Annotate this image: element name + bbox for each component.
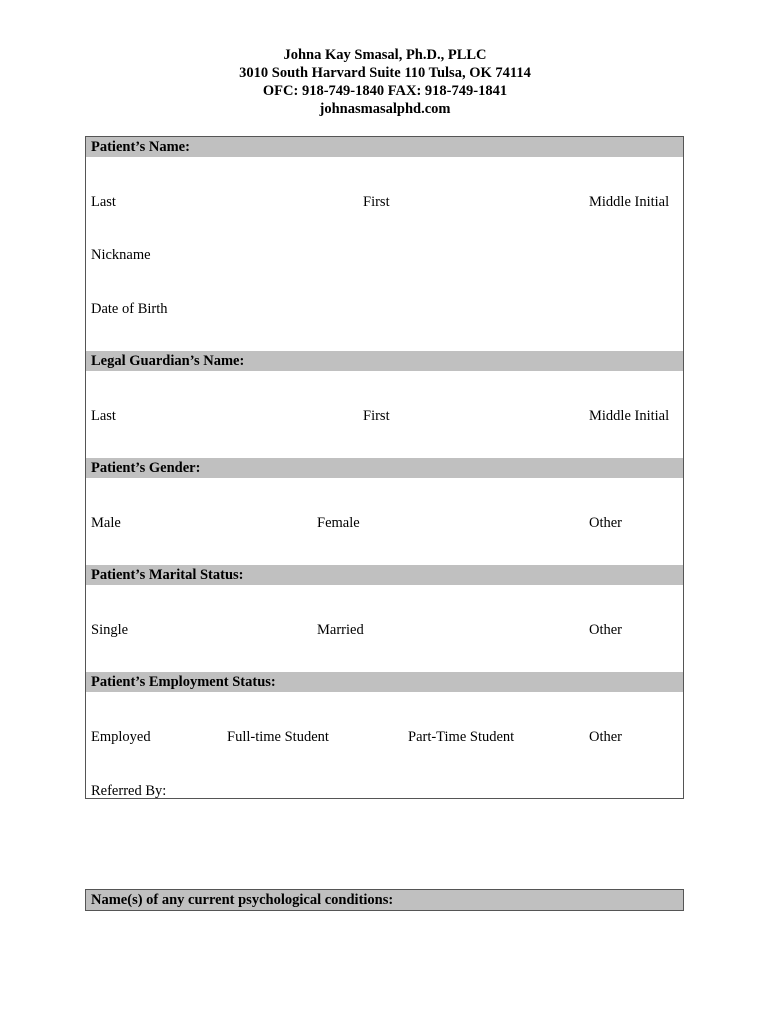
psychological-conditions-heading: Name(s) of any current psychological conditions: (86, 890, 683, 910)
patient-first-name-label: First (363, 194, 390, 210)
patient-last-name-label: Last (91, 194, 116, 210)
practice-header (0, 46, 770, 118)
guardian-name-heading: Legal Guardian’s Name: (86, 351, 683, 371)
practice-website: johnasmasalphd.com (319, 101, 451, 117)
gender-option-female: Female (317, 515, 360, 531)
conditions-box (85, 889, 684, 911)
gender-option-male: Male (91, 515, 121, 531)
practice-address: 3010 South Harvard Suite 110 Tulsa, OK 74114 (239, 65, 531, 81)
marital-option-single: Single (91, 622, 129, 638)
marital-option-other: Other (589, 622, 623, 638)
employment-option-full-time-student: Full-time Student (227, 729, 329, 745)
practice-name: Johna Kay Smasal, Ph.D., PLLC (283, 47, 487, 63)
referred-by-label: Referred By: (91, 783, 167, 799)
patient-middle-initial-label: Middle Initial (589, 194, 670, 210)
employment-status-heading: Patient’s Employment Status: (86, 672, 683, 692)
employment-option-other: Other (589, 729, 623, 745)
patient-dob-label: Date of Birth (91, 301, 168, 317)
guardian-middle-initial-label: Middle Initial (589, 408, 670, 424)
marital-status-heading: Patient’s Marital Status: (86, 565, 683, 585)
patient-name-heading: Patient’s Name: (86, 137, 683, 157)
marital-option-married: Married (317, 622, 364, 638)
employment-option-employed: Employed (91, 729, 151, 745)
employment-option-part-time-student: Part-Time Student (408, 729, 515, 745)
guardian-first-name-label: First (363, 408, 390, 424)
patient-nickname-label: Nickname (91, 247, 151, 263)
gender-option-other: Other (589, 515, 623, 531)
gender-heading: Patient’s Gender: (86, 458, 683, 478)
guardian-last-name-label: Last (91, 408, 116, 424)
practice-phone-fax: OFC: 918-749-1840 FAX: 918-749-1841 (262, 83, 508, 99)
intake-form-box (85, 136, 684, 799)
